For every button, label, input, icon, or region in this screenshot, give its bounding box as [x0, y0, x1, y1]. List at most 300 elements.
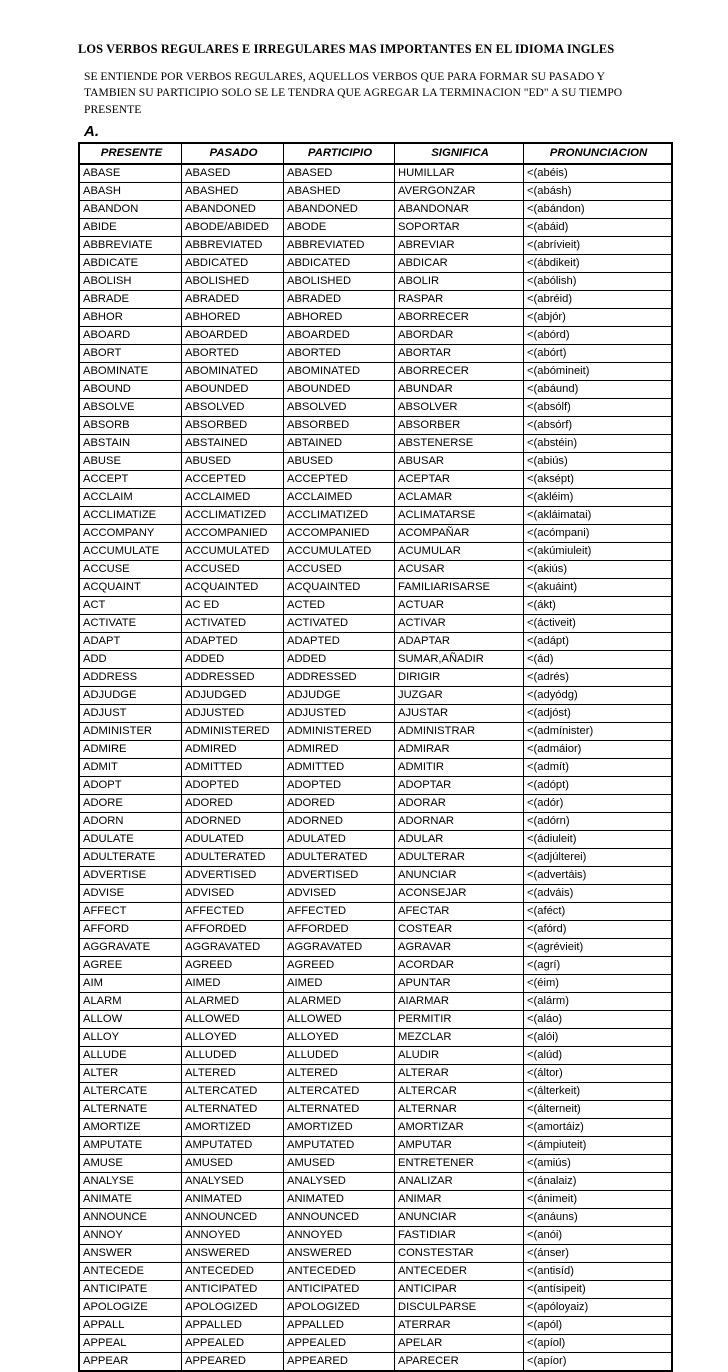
cell-participio: ABTAINED	[284, 435, 395, 453]
cell-participio: ANTECEDED	[284, 1263, 395, 1281]
cell-pronunciacion: <(aféct)	[524, 903, 673, 921]
cell-pronunciacion: <(acómpani)	[524, 525, 673, 543]
cell-pasado: ADORED	[182, 795, 284, 813]
table-row	[79, 723, 672, 741]
cell-presente: AGREE	[79, 957, 182, 975]
cell-pasado: APPALLED	[182, 1317, 284, 1335]
cell-significa: AMORTIZAR	[395, 1119, 524, 1137]
cell-pasado: ADVISED	[182, 885, 284, 903]
cell-presente: ACCOMPANY	[79, 525, 182, 543]
cell-significa: ANUNCIAR	[395, 867, 524, 885]
cell-pasado: ABSOLVED	[182, 399, 284, 417]
cell-presente: ABUSE	[79, 453, 182, 471]
cell-participio: ABOUNDED	[284, 381, 395, 399]
cell-significa: ABORTAR	[395, 345, 524, 363]
cell-participio: APPEALED	[284, 1335, 395, 1353]
cell-significa: ADORAR	[395, 795, 524, 813]
cell-pasado: ADOPTED	[182, 777, 284, 795]
table-row	[79, 1227, 672, 1245]
cell-pronunciacion: <(admít)	[524, 759, 673, 777]
cell-significa: AMPUTAR	[395, 1137, 524, 1155]
cell-significa: ANALIZAR	[395, 1173, 524, 1191]
cell-participio: ADDRESSED	[284, 669, 395, 687]
cell-pronunciacion: <(admáior)	[524, 741, 673, 759]
cell-pronunciacion: <(ánimeit)	[524, 1191, 673, 1209]
cell-significa: PERMITIR	[395, 1011, 524, 1029]
table-row	[79, 237, 672, 255]
cell-pronunciacion: <(abstéin)	[524, 435, 673, 453]
cell-participio: ALLOWED	[284, 1011, 395, 1029]
cell-pronunciacion: <(abjór)	[524, 309, 673, 327]
cell-pronunciacion: <(ád)	[524, 651, 673, 669]
cell-pronunciacion: <(absólf)	[524, 399, 673, 417]
column-header-significa: SIGNIFICA	[395, 143, 524, 164]
cell-presente: AMUSE	[79, 1155, 182, 1173]
cell-presente: ABOUND	[79, 381, 182, 399]
table-row	[79, 813, 672, 831]
cell-pronunciacion: <(abrívieit)	[524, 237, 673, 255]
table-row	[79, 471, 672, 489]
cell-pasado: ALTERED	[182, 1065, 284, 1083]
cell-pronunciacion: <(aksépt)	[524, 471, 673, 489]
cell-significa: AFECTAR	[395, 903, 524, 921]
cell-pasado: ANIMATED	[182, 1191, 284, 1209]
cell-pasado: AMPUTATED	[182, 1137, 284, 1155]
cell-significa: ALUDIR	[395, 1047, 524, 1065]
table-row	[79, 183, 672, 201]
table-row	[79, 1083, 672, 1101]
table-row	[79, 1119, 672, 1137]
cell-participio: ALTERCATED	[284, 1083, 395, 1101]
cell-participio: AMPUTATED	[284, 1137, 395, 1155]
cell-presente: ADOPT	[79, 777, 182, 795]
cell-significa: ACORDAR	[395, 957, 524, 975]
cell-significa: CONSTESTAR	[395, 1245, 524, 1263]
cell-presente: ADMIRE	[79, 741, 182, 759]
cell-significa: ACLIMATARSE	[395, 507, 524, 525]
cell-presente: ABIDE	[79, 219, 182, 237]
cell-significa: ADMIRAR	[395, 741, 524, 759]
cell-pasado: ADJUDGED	[182, 687, 284, 705]
cell-presente: ACTIVATE	[79, 615, 182, 633]
table-row	[79, 1299, 672, 1317]
cell-presente: ADD	[79, 651, 182, 669]
cell-significa: RASPAR	[395, 291, 524, 309]
cell-presente: APPALL	[79, 1317, 182, 1335]
table-row	[79, 831, 672, 849]
table-row	[79, 543, 672, 561]
cell-pronunciacion: <(abándon)	[524, 201, 673, 219]
cell-pronunciacion: <(álterneit)	[524, 1101, 673, 1119]
cell-participio: ANALYSED	[284, 1173, 395, 1191]
cell-significa: ADULAR	[395, 831, 524, 849]
cell-participio: ACCOMPANIED	[284, 525, 395, 543]
table-row	[79, 255, 672, 273]
cell-pronunciacion: <(abórt)	[524, 345, 673, 363]
cell-pronunciacion: <(afórd)	[524, 921, 673, 939]
cell-participio: ABSOLVED	[284, 399, 395, 417]
cell-pronunciacion: <(adjúlterei)	[524, 849, 673, 867]
cell-significa: ABANDONAR	[395, 201, 524, 219]
cell-participio: ADJUSTED	[284, 705, 395, 723]
cell-presente: ABORT	[79, 345, 182, 363]
cell-pronunciacion: <(ábdikeit)	[524, 255, 673, 273]
cell-presente: ALLOW	[79, 1011, 182, 1029]
cell-presente: ALLOY	[79, 1029, 182, 1047]
cell-pronunciacion: <(alói)	[524, 1029, 673, 1047]
cell-significa: ANTICIPAR	[395, 1281, 524, 1299]
cell-participio: ANNOYED	[284, 1227, 395, 1245]
table-row	[79, 1353, 672, 1372]
cell-pasado: ABDICATED	[182, 255, 284, 273]
cell-significa: ABSTENERSE	[395, 435, 524, 453]
cell-pronunciacion: <(adápt)	[524, 633, 673, 651]
cell-participio: ADJUDGE	[284, 687, 395, 705]
cell-significa: ABSORBER	[395, 417, 524, 435]
cell-pasado: ABOUNDED	[182, 381, 284, 399]
table-row	[79, 309, 672, 327]
cell-participio: APOLOGIZED	[284, 1299, 395, 1317]
cell-presente: ALTER	[79, 1065, 182, 1083]
cell-participio: ACTIVATED	[284, 615, 395, 633]
cell-presente: ABANDON	[79, 201, 182, 219]
cell-significa: ACUMULAR	[395, 543, 524, 561]
cell-participio: ABOARDED	[284, 327, 395, 345]
cell-pronunciacion: <(amortáiz)	[524, 1119, 673, 1137]
cell-significa: AIARMAR	[395, 993, 524, 1011]
cell-pasado: ADAPTED	[182, 633, 284, 651]
cell-pasado: ABSORBED	[182, 417, 284, 435]
cell-presente: ABOMINATE	[79, 363, 182, 381]
table-row	[79, 849, 672, 867]
table-row	[79, 291, 672, 309]
cell-participio: ABOLISHED	[284, 273, 395, 291]
cell-significa: ABUSAR	[395, 453, 524, 471]
cell-pronunciacion: <(anói)	[524, 1227, 673, 1245]
table-row	[79, 219, 672, 237]
cell-participio: ABUSED	[284, 453, 395, 471]
cell-significa: ALTERNAR	[395, 1101, 524, 1119]
cell-presente: AMORTIZE	[79, 1119, 182, 1137]
cell-presente: APOLOGIZE	[79, 1299, 182, 1317]
cell-significa: ABORDAR	[395, 327, 524, 345]
cell-participio: ADORNED	[284, 813, 395, 831]
table-row	[79, 777, 672, 795]
table-body	[79, 164, 672, 1371]
cell-pasado: ALTERCATED	[182, 1083, 284, 1101]
cell-pronunciacion: <(abáid)	[524, 219, 673, 237]
cell-participio: ALLUDED	[284, 1047, 395, 1065]
table-row	[79, 669, 672, 687]
cell-participio: AMORTIZED	[284, 1119, 395, 1137]
table-row	[79, 1137, 672, 1155]
cell-pronunciacion: <(abiús)	[524, 453, 673, 471]
cell-significa: ALTERAR	[395, 1065, 524, 1083]
cell-pasado: ADDED	[182, 651, 284, 669]
cell-significa: APUNTAR	[395, 975, 524, 993]
cell-pasado: ABUSED	[182, 453, 284, 471]
table-row	[79, 921, 672, 939]
cell-participio: ALTERNATED	[284, 1101, 395, 1119]
cell-pronunciacion: <(apíol)	[524, 1335, 673, 1353]
cell-pasado: ADORNED	[182, 813, 284, 831]
cell-participio: ADMINISTERED	[284, 723, 395, 741]
cell-participio: AMUSED	[284, 1155, 395, 1173]
cell-significa: ENTRETENER	[395, 1155, 524, 1173]
table-row	[79, 489, 672, 507]
cell-presente: ACCUSE	[79, 561, 182, 579]
table-row	[79, 345, 672, 363]
cell-significa: ABOLIR	[395, 273, 524, 291]
cell-pasado: ANNOYED	[182, 1227, 284, 1245]
table-row	[79, 1029, 672, 1047]
cell-pasado: ALARMED	[182, 993, 284, 1011]
cell-pronunciacion: <(apíor)	[524, 1353, 673, 1372]
cell-pronunciacion: <(admínister)	[524, 723, 673, 741]
table-row	[79, 399, 672, 417]
cell-significa: ANTECEDER	[395, 1263, 524, 1281]
cell-participio: ABDICATED	[284, 255, 395, 273]
cell-significa: SOPORTAR	[395, 219, 524, 237]
cell-pasado: ABBREVIATED	[182, 237, 284, 255]
cell-pronunciacion: <(áctiveit)	[524, 615, 673, 633]
cell-pasado: ANALYSED	[182, 1173, 284, 1191]
cell-pronunciacion: <(akléim)	[524, 489, 673, 507]
page-title: LOS VERBOS REGULARES E IRREGULARES MAS IMPORTANTES EN EL IDIOMA INGLES	[78, 42, 615, 56]
cell-pasado: ANTICIPATED	[182, 1281, 284, 1299]
cell-pronunciacion: <(alúd)	[524, 1047, 673, 1065]
intro-paragraph: SE ENTIENDE POR VERBOS REGULARES, AQUELLOS VERBOS QUE PARA FORMAR SU PASADO Y TAMBIEN SU PARTICIPIO SOLO SE LE TENDRA QUE AGREGAR LA TERMINACION "ED" A SU TIEMPO PRESENTE	[84, 69, 623, 116]
cell-presente: ANIMATE	[79, 1191, 182, 1209]
cell-pasado: APOLOGIZED	[182, 1299, 284, 1317]
cell-presente: AFFECT	[79, 903, 182, 921]
cell-significa: ADAPTAR	[395, 633, 524, 651]
cell-participio: ABOMINATED	[284, 363, 395, 381]
cell-presente: APPEAL	[79, 1335, 182, 1353]
cell-significa: ADORNAR	[395, 813, 524, 831]
cell-participio: ABRADED	[284, 291, 395, 309]
table-row	[79, 1155, 672, 1173]
cell-significa: ALTERCAR	[395, 1083, 524, 1101]
cell-pronunciacion: <(akiús)	[524, 561, 673, 579]
cell-participio: ABBREVIATED	[284, 237, 395, 255]
cell-significa: DISCULPARSE	[395, 1299, 524, 1317]
cell-significa: FASTIDIAR	[395, 1227, 524, 1245]
cell-presente: ADVISE	[79, 885, 182, 903]
cell-participio: ALLOYED	[284, 1029, 395, 1047]
cell-pasado: ADMIRED	[182, 741, 284, 759]
cell-presente: ABDICATE	[79, 255, 182, 273]
cell-participio: AIMED	[284, 975, 395, 993]
cell-presente: ALARM	[79, 993, 182, 1011]
table-row	[79, 1335, 672, 1353]
cell-significa: ATERRAR	[395, 1317, 524, 1335]
cell-significa: DIRIGIR	[395, 669, 524, 687]
cell-presente: ACCLIMATIZE	[79, 507, 182, 525]
cell-participio: ABASED	[284, 164, 395, 183]
table-row	[79, 561, 672, 579]
cell-pasado: ACCUMULATED	[182, 543, 284, 561]
cell-pasado: AMORTIZED	[182, 1119, 284, 1137]
cell-pasado: ADJUSTED	[182, 705, 284, 723]
table-row	[79, 453, 672, 471]
cell-presente: ABASH	[79, 183, 182, 201]
cell-participio: ADVISED	[284, 885, 395, 903]
table-row	[79, 417, 672, 435]
table-row	[79, 273, 672, 291]
cell-participio: ADAPTED	[284, 633, 395, 651]
cell-significa: COSTEAR	[395, 921, 524, 939]
table-row	[79, 687, 672, 705]
cell-presente: ACQUAINT	[79, 579, 182, 597]
cell-significa: ADMITIR	[395, 759, 524, 777]
cell-presente: AMPUTATE	[79, 1137, 182, 1155]
cell-pasado: ABASHED	[182, 183, 284, 201]
cell-participio: ANIMATED	[284, 1191, 395, 1209]
cell-pronunciacion: <(adórn)	[524, 813, 673, 831]
cell-participio: ADMITTED	[284, 759, 395, 777]
cell-presente: ADAPT	[79, 633, 182, 651]
cell-participio: ACQUAINTED	[284, 579, 395, 597]
table-row	[79, 885, 672, 903]
table-row	[79, 525, 672, 543]
cell-pronunciacion: <(abásh)	[524, 183, 673, 201]
cell-pasado: ABHORED	[182, 309, 284, 327]
cell-pasado: ALLUDED	[182, 1047, 284, 1065]
cell-significa: ABORRECER	[395, 363, 524, 381]
cell-pasado: AIMED	[182, 975, 284, 993]
cell-pronunciacion: <(absórf)	[524, 417, 673, 435]
table-row	[79, 759, 672, 777]
table-row	[79, 1281, 672, 1299]
cell-pasado: ANSWERED	[182, 1245, 284, 1263]
cell-presente: ABSORB	[79, 417, 182, 435]
table-row	[79, 975, 672, 993]
cell-participio: ALTERED	[284, 1065, 395, 1083]
cell-pasado: ABANDONED	[182, 201, 284, 219]
cell-presente: ABSTAIN	[79, 435, 182, 453]
cell-pasado: ABASED	[182, 164, 284, 183]
cell-participio: ACTED	[284, 597, 395, 615]
cell-participio: ANSWERED	[284, 1245, 395, 1263]
cell-participio: ANTICIPATED	[284, 1281, 395, 1299]
cell-pronunciacion: <(adjóst)	[524, 705, 673, 723]
cell-significa: ADULTERAR	[395, 849, 524, 867]
cell-pronunciacion: <(alárm)	[524, 993, 673, 1011]
cell-pronunciacion: <(álterkeit)	[524, 1083, 673, 1101]
table-row	[79, 579, 672, 597]
cell-significa: ABREVIAR	[395, 237, 524, 255]
cell-presente: ADJUST	[79, 705, 182, 723]
cell-participio: ADORED	[284, 795, 395, 813]
cell-pasado: ABRADED	[182, 291, 284, 309]
cell-significa: HUMILLAR	[395, 164, 524, 183]
cell-pasado: ANTECEDED	[182, 1263, 284, 1281]
cell-pronunciacion: <(abréid)	[524, 291, 673, 309]
cell-presente: AFFORD	[79, 921, 182, 939]
cell-participio: AGREED	[284, 957, 395, 975]
cell-pasado: ADULTERATED	[182, 849, 284, 867]
cell-pronunciacion: <(adór)	[524, 795, 673, 813]
cell-pasado: ACCEPTED	[182, 471, 284, 489]
table-row	[79, 435, 672, 453]
cell-pasado: APPEALED	[182, 1335, 284, 1353]
cell-pasado: AMUSED	[182, 1155, 284, 1173]
cell-presente: ANSWER	[79, 1245, 182, 1263]
table-row	[79, 741, 672, 759]
cell-pasado: ADVERTISED	[182, 867, 284, 885]
table-row	[79, 327, 672, 345]
cell-significa: ABDICAR	[395, 255, 524, 273]
cell-participio: ADDED	[284, 651, 395, 669]
cell-pasado: ABOLISHED	[182, 273, 284, 291]
cell-significa: AGRAVAR	[395, 939, 524, 957]
cell-significa: ADOPTAR	[395, 777, 524, 795]
table-row	[79, 1065, 672, 1083]
cell-pasado: ADDRESSED	[182, 669, 284, 687]
cell-pronunciacion: <(abéis)	[524, 164, 673, 183]
cell-participio: APPEARED	[284, 1353, 395, 1372]
cell-presente: ABRADE	[79, 291, 182, 309]
cell-pasado: ALLOWED	[182, 1011, 284, 1029]
column-header-participio: PARTICIPIO	[284, 143, 395, 164]
cell-pasado: ANNOUNCED	[182, 1209, 284, 1227]
cell-participio: ACCUSED	[284, 561, 395, 579]
cell-presente: ANNOUNCE	[79, 1209, 182, 1227]
cell-presente: ALLUDE	[79, 1047, 182, 1065]
table-row	[79, 705, 672, 723]
cell-presente: ADVERTISE	[79, 867, 182, 885]
cell-significa: MEZCLAR	[395, 1029, 524, 1047]
cell-presente: ACCUMULATE	[79, 543, 182, 561]
cell-presente: ACT	[79, 597, 182, 615]
table-row	[79, 1317, 672, 1335]
cell-presente: ANNOY	[79, 1227, 182, 1245]
cell-participio: AGGRAVATED	[284, 939, 395, 957]
table-row	[79, 957, 672, 975]
cell-presente: ADJUDGE	[79, 687, 182, 705]
cell-presente: APPEAR	[79, 1353, 182, 1372]
cell-significa: ACONSEJAR	[395, 885, 524, 903]
cell-pasado: ACCLIMATIZED	[182, 507, 284, 525]
cell-presente: ABSOLVE	[79, 399, 182, 417]
cell-presente: ACCLAIM	[79, 489, 182, 507]
table-row	[79, 993, 672, 1011]
cell-participio: APPALLED	[284, 1317, 395, 1335]
cell-significa: SUMAR,AÑADIR	[395, 651, 524, 669]
cell-significa: ANUNCIAR	[395, 1209, 524, 1227]
cell-pronunciacion: <(apóloyaiz)	[524, 1299, 673, 1317]
cell-pronunciacion: <(ádiuleit)	[524, 831, 673, 849]
cell-significa: ABSOLVER	[395, 399, 524, 417]
cell-pasado: AC ED	[182, 597, 284, 615]
cell-participio: ADOPTED	[284, 777, 395, 795]
cell-presente: ABASE	[79, 164, 182, 183]
cell-participio: ANNOUNCED	[284, 1209, 395, 1227]
cell-pronunciacion: <(ámpiuteit)	[524, 1137, 673, 1155]
table-row	[79, 795, 672, 813]
cell-pronunciacion: <(anáuns)	[524, 1209, 673, 1227]
cell-presente: ALTERCATE	[79, 1083, 182, 1101]
cell-pronunciacion: <(éim)	[524, 975, 673, 993]
cell-pronunciacion: <(aláo)	[524, 1011, 673, 1029]
cell-pronunciacion: <(advertáis)	[524, 867, 673, 885]
cell-significa: AVERGONZAR	[395, 183, 524, 201]
table-row	[79, 651, 672, 669]
cell-pronunciacion: <(akúmiuleit)	[524, 543, 673, 561]
cell-significa: ACEPTAR	[395, 471, 524, 489]
cell-presente: ANTECEDE	[79, 1263, 182, 1281]
